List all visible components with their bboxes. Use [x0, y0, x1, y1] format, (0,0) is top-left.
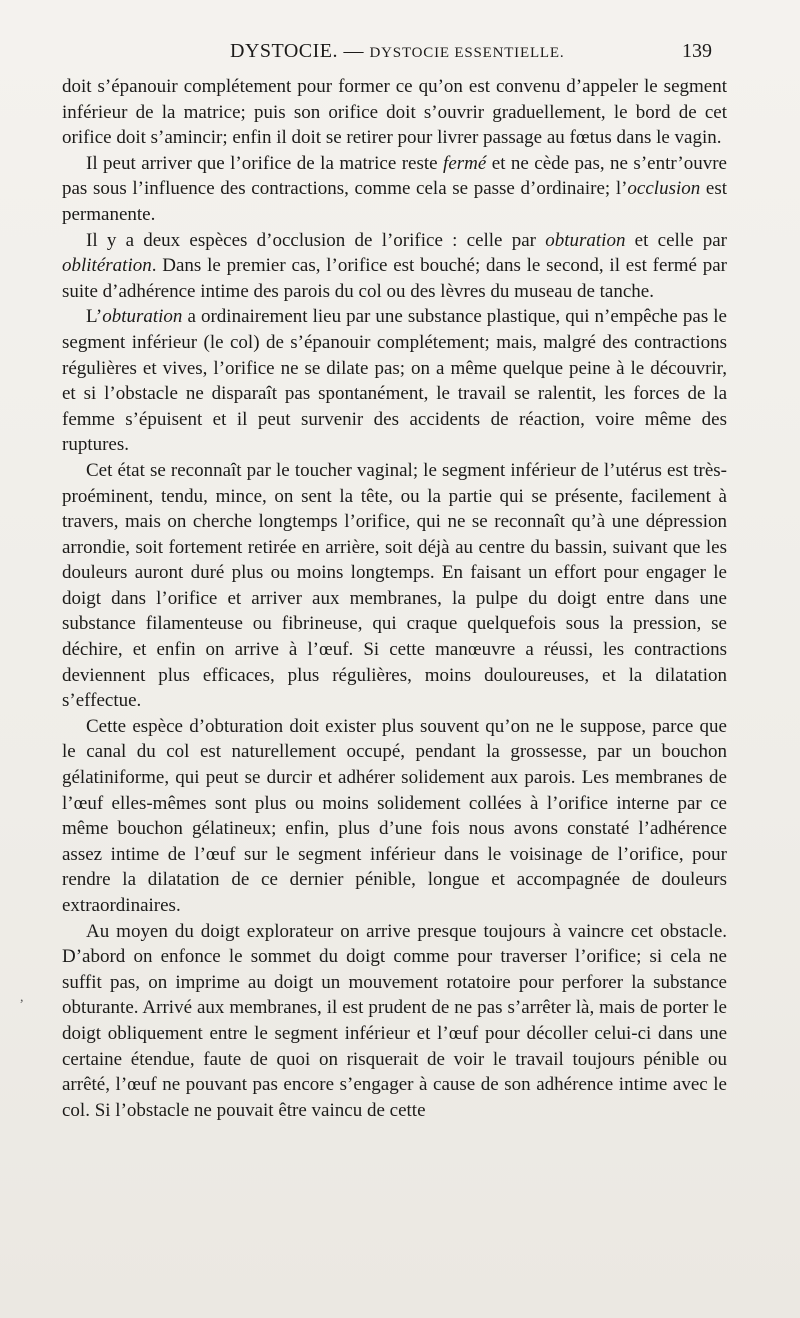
paragraph — [62, 458, 727, 714]
paragraph-text: Au moyen du doigt explorateur on arrive presque toujours à vaincre cet obstacle. D’abord on enfonce le sommet du doigt comme pour traverser l’orifice; si cela ne suffit pas, on imprime au doigt un mouvement rotatoire pour perforer la substance obturante. Arrivé aux membranes, il est prudent de ne pas s’arrêter là, mais de porter le doigt obliquement entre le segment inférieur et l’œuf pour décoller celui-ci dans une certaine étendue, faute de quoi on risquerait de voir le travail toujours pénible ou arrêté, l’œuf ne pouvant pas encore s’engager à cause de son adhérence intime avec le col. Si l’obstacle ne pouvait être vaincu de cette — [62, 920, 727, 1121]
paragraph — [62, 714, 727, 919]
running-head — [230, 40, 564, 63]
paragraph-text: Il peut arriver que l’orifice de la matrice reste — [86, 152, 444, 174]
paragraph-text: L’ — [86, 306, 103, 328]
page-number: 139 — [682, 40, 712, 62]
paragraph-text: Cet état se reconnaît par le toucher vaginal; le segment inférieur de l’utérus est très-proéminent, tendu, mince, on sent la tête, ou la partie qui se présente, facilement à travers, mais on cherche longtemps l’orifice, qui ne se reconnaît qu’à une dépression arrondie, soit fortement retirée en arrière, soit déjà au centre du bassin, suivant que les douleurs auront duré plus ou moins longtemps. En faisant un effort pour engager le doigt dans l’orifice et arriver aux membranes, la pulpe du doigt entre dans une substance filamenteuse ou fibrineuse, qui craque quelquefois sous la pression, se déchire, et enfin on arrive à l’œuf. Si cette manœuvre a réussi, les contractions deviennent plus efficaces, plus régulières, moins douloureuses, et la dilatation s’effectue. — [62, 459, 727, 712]
italic-term: oblitération — [62, 255, 152, 277]
paragraph-text: et celle par — [625, 229, 727, 251]
italic-term: obturation — [102, 306, 183, 328]
margin-mark: , — [20, 990, 24, 1005]
running-head-sub: DYSTOCIE ESSENTIELLE. — [369, 45, 565, 61]
paragraph-text: doit s’épanouir complétement pour former ce qu’on est convenu d’appeler le segment inférieur de la matrice; puis son orifice doit s’ouvrir graduellement, le bord de cet orifice doit s’amincir; enfin il doit se retirer pour livrer passage au fœtus dans le vagin. — [62, 76, 727, 149]
running-head-dash: — — [338, 40, 370, 62]
paragraph-text: Il y a deux espèces d’occlusion de l’orifice : celle par — [86, 229, 546, 251]
page-header — [62, 40, 712, 70]
paragraph-text: . Dans le premier cas, l’orifice est bouché; dans le second, il est fermé par suite d’adhérence intime des parois du col ou des lèvres du museau de tanche. — [62, 255, 727, 302]
paragraph-text: est permanente. — [62, 178, 727, 225]
paragraph — [62, 151, 727, 228]
paragraph — [62, 228, 727, 305]
italic-term: fermé — [443, 152, 487, 174]
paragraph — [62, 304, 727, 458]
body-text — [62, 74, 727, 1123]
paragraph — [62, 74, 727, 151]
paragraph-text: et ne cède pas, ne s’entr’ouvre pas sous l’influence des contractions, comme cela se passe d’ordinaire; l’ — [62, 152, 727, 200]
italic-term: occlusion — [627, 178, 701, 200]
paragraph — [62, 919, 727, 1124]
paragraph-text: Cette espèce d’obturation doit exister plus souvent qu’on ne le suppose, parce que le canal du col est naturellement occupé, pendant la grossesse, par un bouchon gélatiniforme, qui peut se durcir et adhérer solidement aux parois. Les membranes de l’œuf elles-mêmes sont plus ou moins solidement collées à l’orifice interne par ce même bouchon gélatineux; enfin, plus d’une fois nous avons constaté l’adhérence assez intime de l’œuf sur le segment inférieur dans le voisinage de l’orifice, pour rendre la dilatation de ce dernier pénible, longue et accompagnée de douleurs extraordinaires. — [62, 715, 727, 916]
paragraph-text: a ordinairement lieu par une substance plastique, qui n’empêche pas le segment inférieur (le col) de s’épanouir complétement; mais, malgré des contractions régulières et vives, l’orifice ne se dilate pas; on a même quelque peine à le découvrir, et si l’obstacle ne disparaît pas spontanément, le travail se ralentit, les forces de la femme s’épuisent et il peut survenir des accidents de réaction, voire même des ruptures. — [62, 306, 727, 456]
italic-term: obturation — [545, 229, 626, 251]
running-head-main: DYSTOCIE. — [230, 40, 339, 62]
